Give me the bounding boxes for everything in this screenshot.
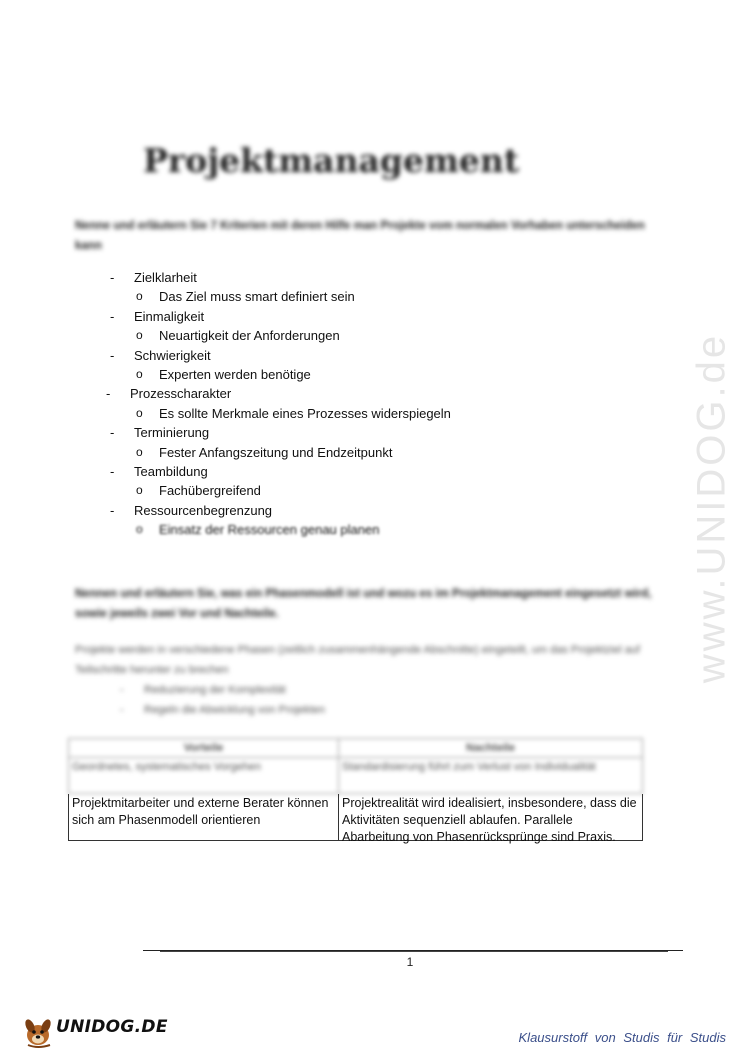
circle-bullet-icon: o	[136, 444, 143, 459]
criterion-label: Prozesscharakter	[130, 386, 232, 402]
intro-point: Reduzierung der Komplexität	[144, 684, 286, 696]
footer-divider-inner	[160, 951, 668, 952]
list-item	[0, 287, 750, 306]
phase-model-intro: Projekte werden in verschiedene Phasen (zeitlich zusammenhängende Abschnitte) eingeteilt, um das Projektziel auf Teilschritte herunter zu brechen	[75, 644, 640, 676]
list-item	[0, 268, 750, 287]
page-title: Projektmanagement	[143, 141, 520, 180]
dash-bullet: -	[120, 684, 124, 696]
criterion-detail: Das Ziel muss smart definiert sein	[159, 289, 355, 305]
criterion-label: Zielklarheit	[134, 270, 197, 285]
circle-bullet-icon: o	[136, 366, 143, 381]
list-item	[0, 501, 750, 520]
watermark: www.UNIDOG.de	[689, 332, 734, 684]
dash-bullet: -	[110, 425, 115, 441]
criterion-label: Terminierung	[134, 425, 210, 441]
list-item	[0, 680, 750, 700]
criterion-detail: Einsatz der Ressourcen genau planen	[159, 522, 380, 538]
logo-text: UNIDOG.DE	[56, 1017, 168, 1037]
cons-header: Nachteile	[339, 738, 643, 758]
criterion-label: Ressourcenbegrenzung	[134, 502, 273, 518]
circle-bullet-icon: o	[136, 289, 143, 304]
circle-bullet-icon: o	[136, 483, 143, 498]
list-item	[0, 346, 750, 365]
con-cell: Standardisierung führt zum Verlust von Individualität	[339, 758, 643, 794]
slogan: Klausurstoff von Studis für Studis	[518, 1030, 726, 1045]
table-header-row	[68, 738, 643, 758]
list-item	[0, 384, 750, 403]
question-1: Nenne und erläutern Sie 7 Kriterien mit deren Hilfe man Projekte vom normalen Vorhaben unterscheiden kann	[75, 220, 645, 252]
criterion-detail: Fester Anfangszeitung und Endzeitpunkt	[159, 444, 393, 460]
circle-bullet-icon: o	[136, 328, 143, 343]
circle-bullet-icon: o	[136, 522, 143, 537]
list-item	[0, 326, 750, 345]
list-item	[0, 700, 750, 720]
list-item	[0, 423, 750, 442]
table-row	[68, 794, 643, 844]
list-item	[0, 462, 750, 481]
criteria-list	[0, 268, 750, 539]
pros-header: Vorteile	[68, 738, 339, 758]
criterion-label: Teambildung	[134, 463, 208, 479]
list-item	[0, 404, 750, 423]
criterion-detail: Fachübergreifend	[159, 483, 261, 499]
dash-bullet: -	[110, 463, 115, 479]
table-blurred-section	[68, 738, 643, 794]
con-cell: Projektrealität wird idealisiert, insbesondere, dass die Aktivitäten sequenziell ablaufen. Parallele Abarbeitung von Phasenrücksprünge sind Praxis.	[339, 794, 643, 841]
criterion-detail: Experten werden benötige	[159, 366, 311, 382]
list-item	[0, 365, 750, 384]
pro-cell: Projektmitarbeiter und externe Berater können sich am Phasenmodell orientieren	[68, 794, 339, 841]
dash-bullet: -	[110, 502, 115, 518]
list-item	[0, 481, 750, 500]
criterion-label: Schwierigkeit	[134, 347, 211, 363]
list-item	[0, 443, 750, 462]
dash-bullet: -	[110, 308, 115, 324]
phase-model-points	[0, 680, 750, 720]
dash-bullet: -	[106, 386, 111, 402]
pros-cons-table	[68, 738, 643, 844]
list-item	[0, 520, 750, 539]
page-number: 1	[406, 955, 414, 969]
question-2: Nennen und erläutern Sie, was ein Phasenmodell ist und wozu es im Projektmanagement eingesetzt wird, sowie jeweils zwei Vor und Nachteile.	[75, 588, 652, 620]
dash-bullet: -	[110, 270, 115, 285]
circle-bullet-icon: o	[136, 405, 143, 420]
intro-point: Regeln die Abwicklung von Projekten	[144, 704, 326, 716]
criterion-detail: Neuartigkeit der Anforderungen	[159, 328, 340, 344]
pro-cell: Geordnetes, systematisches Vorgehen	[68, 758, 339, 794]
table-row	[68, 758, 643, 794]
dash-bullet: -	[110, 347, 115, 363]
criterion-label: Einmaligkeit	[134, 308, 205, 324]
criterion-detail: Es sollte Merkmale eines Prozesses widerspiegeln	[159, 405, 451, 421]
list-item	[0, 307, 750, 326]
dash-bullet: -	[120, 704, 124, 716]
